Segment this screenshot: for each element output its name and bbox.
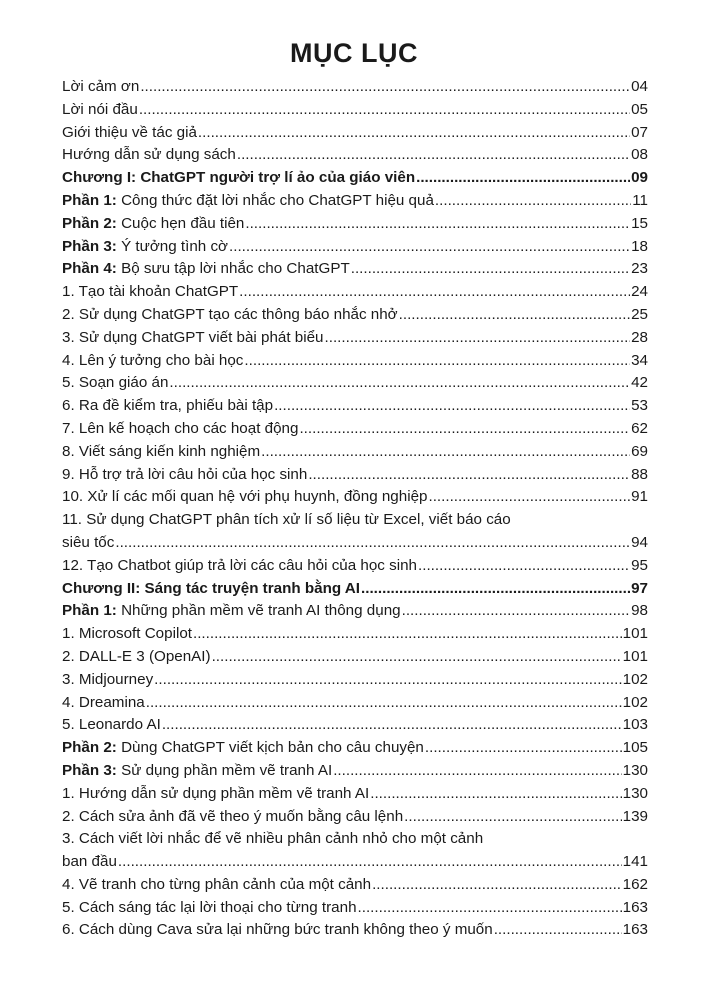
dot-leader	[416, 167, 630, 190]
entry-text: 12. Tạo Chatbot giúp trả lời các câu hỏi của học sinh	[62, 556, 417, 574]
dot-leader	[169, 372, 630, 395]
toc-entry	[62, 327, 648, 350]
dot-leader	[261, 441, 630, 464]
dot-leader	[308, 464, 630, 487]
page-number: 91	[631, 488, 648, 506]
entry-text: 5. Soạn giáo án	[62, 374, 169, 392]
page-number: 103	[622, 716, 648, 734]
entry-title	[62, 213, 244, 236]
dot-leader	[212, 646, 622, 669]
entry-line	[62, 919, 648, 942]
entry-text: siêu tốc	[62, 533, 115, 551]
entry-text: 8. Viết sáng kiến kinh nghiệm	[62, 442, 261, 460]
entry-line	[62, 760, 648, 783]
entry-text: 3. Cách viết lời nhắc để vẽ nhiều phân cảnh nhỏ cho một cảnh	[62, 830, 484, 848]
toc-entry	[62, 623, 648, 646]
page-number: 163	[622, 921, 648, 939]
entry-text: Lời cảm ơn	[62, 78, 140, 95]
page-number: 04	[631, 78, 648, 95]
entry-line	[62, 190, 648, 213]
entry-title	[62, 874, 371, 897]
toc-entry	[62, 144, 648, 167]
entry-text: Công thức đặt lời nhắc cho ChatGPT hiệu quả	[116, 191, 434, 209]
entry-line	[62, 258, 648, 281]
entry-title	[62, 623, 192, 646]
entry-title	[62, 783, 369, 806]
entry-text: Sáng tác truyện tranh bằng AI	[144, 579, 360, 597]
dot-leader	[140, 76, 630, 99]
dot-leader	[198, 122, 630, 145]
entry-text: 1. Tạo tài khoản ChatGPT	[62, 283, 239, 301]
entry-prefix: Phần 2:	[62, 214, 117, 232]
entry-text: Bộ sưu tập lời nhắc cho ChatGPT	[116, 260, 350, 278]
entry-text: Dùng ChatGPT viết kịch bản cho câu chuyện	[116, 739, 424, 757]
entry-line	[62, 76, 648, 99]
toc-entry	[62, 509, 648, 555]
dot-leader	[402, 600, 631, 623]
page-number: 07	[631, 123, 648, 141]
entry-line	[62, 646, 648, 669]
entry-prefix: Chương I:	[62, 169, 141, 187]
dot-leader	[361, 578, 630, 601]
toc-entry	[62, 281, 648, 304]
page-number: 94	[631, 533, 648, 551]
dot-leader	[428, 486, 630, 509]
entry-line	[62, 327, 648, 350]
entry-title	[62, 646, 211, 669]
entry-prefix: Phần 1:	[62, 602, 117, 620]
entry-line	[62, 897, 648, 920]
toc-entry	[62, 646, 648, 669]
page-number: 15	[631, 214, 648, 232]
toc-entry	[62, 236, 648, 259]
entry-line	[62, 806, 648, 829]
entry-text: ChatGPT người trợ lí ảo của giáo viên	[140, 169, 416, 187]
entry-text: 1. Hướng dẫn sử dụng phần mềm vẽ tranh AI	[62, 784, 370, 802]
entry-title	[62, 737, 424, 760]
dot-leader	[237, 144, 630, 167]
entry-line	[62, 692, 648, 715]
entry-line	[62, 714, 648, 737]
dot-leader	[425, 737, 622, 760]
entry-title	[62, 144, 236, 167]
entry-line	[62, 304, 648, 327]
toc-entry	[62, 874, 648, 897]
dot-leader	[372, 874, 622, 897]
entry-line	[62, 99, 648, 122]
dot-leader	[404, 806, 622, 829]
page-number: 42	[631, 374, 648, 392]
toc-chapter-entry	[62, 167, 648, 190]
toc-entry	[62, 441, 648, 464]
dot-leader	[299, 418, 630, 441]
entry-text: 5. Leonardo AI	[62, 716, 161, 734]
entry-text: Hướng dẫn sử dụng sách	[62, 146, 236, 164]
entry-title	[62, 760, 332, 783]
dot-leader	[358, 897, 622, 920]
entry-text: 7. Lên kế hoạch cho các hoạt động	[62, 419, 299, 437]
dot-leader	[193, 623, 622, 646]
entry-title	[62, 897, 357, 920]
entry-line	[62, 372, 648, 395]
entry-text: Sử dụng phần mềm vẽ tranh AI	[116, 761, 333, 779]
dot-leader	[418, 555, 630, 578]
toc-entry	[62, 919, 648, 942]
page-number: 139	[622, 807, 648, 825]
toc-entry	[62, 122, 648, 145]
entry-line	[62, 555, 648, 578]
page-number: 162	[622, 875, 648, 893]
dot-leader	[274, 395, 630, 418]
entry-title	[62, 532, 114, 555]
dot-leader	[351, 258, 630, 281]
page-number: 18	[631, 237, 648, 255]
entry-line	[62, 828, 648, 851]
entry-text: 2. DALL-E 3 (OpenAI)	[62, 647, 211, 665]
toc-entry	[62, 783, 648, 806]
entry-title	[62, 99, 138, 122]
page-number: 102	[622, 670, 648, 688]
entry-title	[62, 578, 360, 601]
entry-prefix: Phần 3:	[62, 237, 117, 255]
page-number: 69	[631, 442, 648, 460]
page-number: 34	[631, 351, 648, 369]
entry-line	[62, 600, 648, 623]
entry-text: 1. Microsoft Copilot	[62, 625, 192, 643]
entry-title	[62, 327, 324, 350]
dot-leader	[435, 190, 631, 213]
entry-text: Lời nói đầu	[62, 100, 138, 118]
entry-title	[62, 600, 401, 623]
entry-title	[62, 122, 197, 145]
entry-line	[62, 669, 648, 692]
entry-title	[62, 190, 434, 213]
dot-leader	[494, 919, 622, 942]
toc-entry	[62, 555, 648, 578]
entry-line	[62, 851, 648, 874]
toc-entry	[62, 692, 648, 715]
toc-entry	[62, 600, 648, 623]
dot-leader	[115, 532, 630, 555]
toc-entry	[62, 418, 648, 441]
entry-prefix: Phần 2:	[62, 739, 117, 757]
toc-entry	[62, 190, 648, 213]
entry-prefix: Phần 1:	[62, 191, 117, 209]
entry-text: 5. Cách sáng tác lại lời thoại cho từng tranh	[62, 898, 357, 916]
entry-line	[62, 532, 648, 555]
entry-text: 6. Cách dùng Cava sửa lại những bức tranh không theo ý muốn	[62, 921, 493, 939]
entry-line	[62, 350, 648, 373]
dot-leader	[162, 714, 622, 737]
entry-title	[62, 555, 417, 578]
entry-title	[62, 372, 168, 395]
page-number: 24	[631, 283, 648, 301]
page-number: 88	[631, 465, 648, 483]
page-number: 05	[631, 100, 648, 118]
toc-entry	[62, 897, 648, 920]
entry-text: 4. Dreamina	[62, 693, 145, 711]
dot-leader	[139, 99, 630, 122]
entry-line	[62, 783, 648, 806]
toc-entry	[62, 258, 648, 281]
page-number: 105	[622, 739, 648, 757]
dot-leader	[146, 692, 622, 715]
toc-entry	[62, 486, 648, 509]
entry-title	[62, 714, 161, 737]
entry-text: 2. Cách sửa ảnh đã vẽ theo ý muốn bằng câu lệnh	[62, 807, 404, 825]
entry-title	[62, 167, 415, 190]
dot-leader	[370, 783, 621, 806]
entry-text: 2. Sử dụng ChatGPT tạo các thông báo nhắc nhở	[62, 305, 398, 323]
page-number: 130	[622, 761, 648, 779]
entry-prefix: Phần 4:	[62, 260, 117, 278]
entry-line	[62, 737, 648, 760]
toc-entry	[62, 828, 648, 874]
entry-line	[62, 874, 648, 897]
dot-leader	[325, 327, 631, 350]
entry-prefix: Chương II:	[62, 579, 145, 597]
entry-text: 4. Lên ý tưởng cho bài học	[62, 351, 244, 369]
toc-entry	[62, 395, 648, 418]
entry-text: Những phần mềm vẽ tranh AI thông dụng	[116, 602, 401, 620]
entry-line	[62, 213, 648, 236]
entry-line	[62, 623, 648, 646]
entry-title	[62, 350, 243, 373]
dot-leader	[399, 304, 630, 327]
entry-text: 9. Hỗ trợ trả lời câu hỏi của học sinh	[62, 465, 308, 483]
page-number: 23	[631, 260, 648, 278]
toc-list	[62, 76, 648, 942]
entry-line	[62, 395, 648, 418]
toc-entry	[62, 372, 648, 395]
entry-text: 6. Ra đề kiểm tra, phiếu bài tập	[62, 397, 274, 415]
entry-title	[62, 418, 298, 441]
entry-text: 3. Sử dụng ChatGPT viết bài phát biểu	[62, 328, 324, 346]
dot-leader	[245, 213, 630, 236]
page-number: 101	[622, 625, 648, 643]
toc-entry	[62, 714, 648, 737]
entry-line	[62, 418, 648, 441]
dot-leader	[154, 669, 621, 692]
entry-line	[62, 281, 648, 304]
entry-line	[62, 441, 648, 464]
entry-line	[62, 167, 648, 190]
entry-title	[62, 281, 238, 304]
page-number: 98	[631, 602, 648, 620]
entry-title	[62, 919, 493, 942]
entry-text: 3. Midjourney	[62, 670, 154, 688]
entry-title	[62, 258, 350, 281]
page-title: MỤC LỤC	[290, 38, 418, 68]
dot-leader	[333, 760, 621, 783]
page-number: 97	[631, 579, 648, 597]
entry-title	[62, 692, 145, 715]
page-number: 101	[622, 647, 648, 665]
toc-entry	[62, 464, 648, 487]
entry-title	[62, 806, 403, 829]
dot-leader	[244, 350, 630, 373]
page-number: 95	[631, 556, 648, 574]
entry-line	[62, 122, 648, 145]
entry-text: 10. Xử lí các mối quan hệ với phụ huynh, đồng nghiệp	[62, 488, 428, 506]
toc-entry	[62, 806, 648, 829]
entry-line	[62, 509, 648, 532]
toc-chapter-entry	[62, 578, 648, 601]
entry-title	[62, 441, 260, 464]
entry-text: 11. Sử dụng ChatGPT phân tích xử lí số liệu từ Excel, viết báo cáo	[62, 511, 511, 529]
page-number: 11	[632, 191, 648, 209]
entry-title	[62, 486, 427, 509]
entry-line	[62, 486, 648, 509]
page-number: 09	[631, 169, 648, 187]
page-number: 62	[631, 419, 648, 437]
entry-title	[62, 76, 139, 99]
entry-title	[62, 464, 307, 487]
toc-entry	[62, 350, 648, 373]
entry-line	[62, 464, 648, 487]
entry-line	[62, 144, 648, 167]
dot-leader	[118, 851, 622, 874]
toc-entry	[62, 737, 648, 760]
toc-entry	[62, 669, 648, 692]
page-number: 130	[622, 784, 648, 802]
entry-text: Ý tưởng tình cờ	[116, 237, 228, 255]
entry-text: ban đầu	[62, 853, 117, 871]
entry-title	[62, 395, 273, 418]
entry-prefix: Phần 3:	[62, 761, 117, 779]
entry-title	[62, 236, 228, 259]
entry-text: Giới thiệu về tác giả	[62, 123, 197, 141]
entry-title	[62, 304, 398, 327]
page-number: 141	[622, 853, 648, 871]
toc-entry	[62, 99, 648, 122]
entry-text: 4. Vẽ tranh cho từng phân cảnh của một cảnh	[62, 875, 372, 893]
entry-text: Cuộc hẹn đầu tiên	[116, 214, 245, 232]
toc-entry	[62, 76, 648, 99]
toc-entry	[62, 304, 648, 327]
page-number: 28	[631, 328, 648, 346]
page-number: 102	[622, 693, 648, 711]
page-number: 53	[631, 397, 648, 415]
page-number: 163	[622, 898, 648, 916]
toc-entry	[62, 760, 648, 783]
entry-title	[62, 851, 117, 874]
dot-leader	[229, 236, 630, 259]
entry-line	[62, 236, 648, 259]
toc-entry	[62, 213, 648, 236]
entry-title	[62, 669, 153, 692]
dot-leader	[239, 281, 630, 304]
page-number: 08	[631, 146, 648, 164]
page-number: 25	[631, 305, 648, 323]
entry-line	[62, 578, 648, 601]
